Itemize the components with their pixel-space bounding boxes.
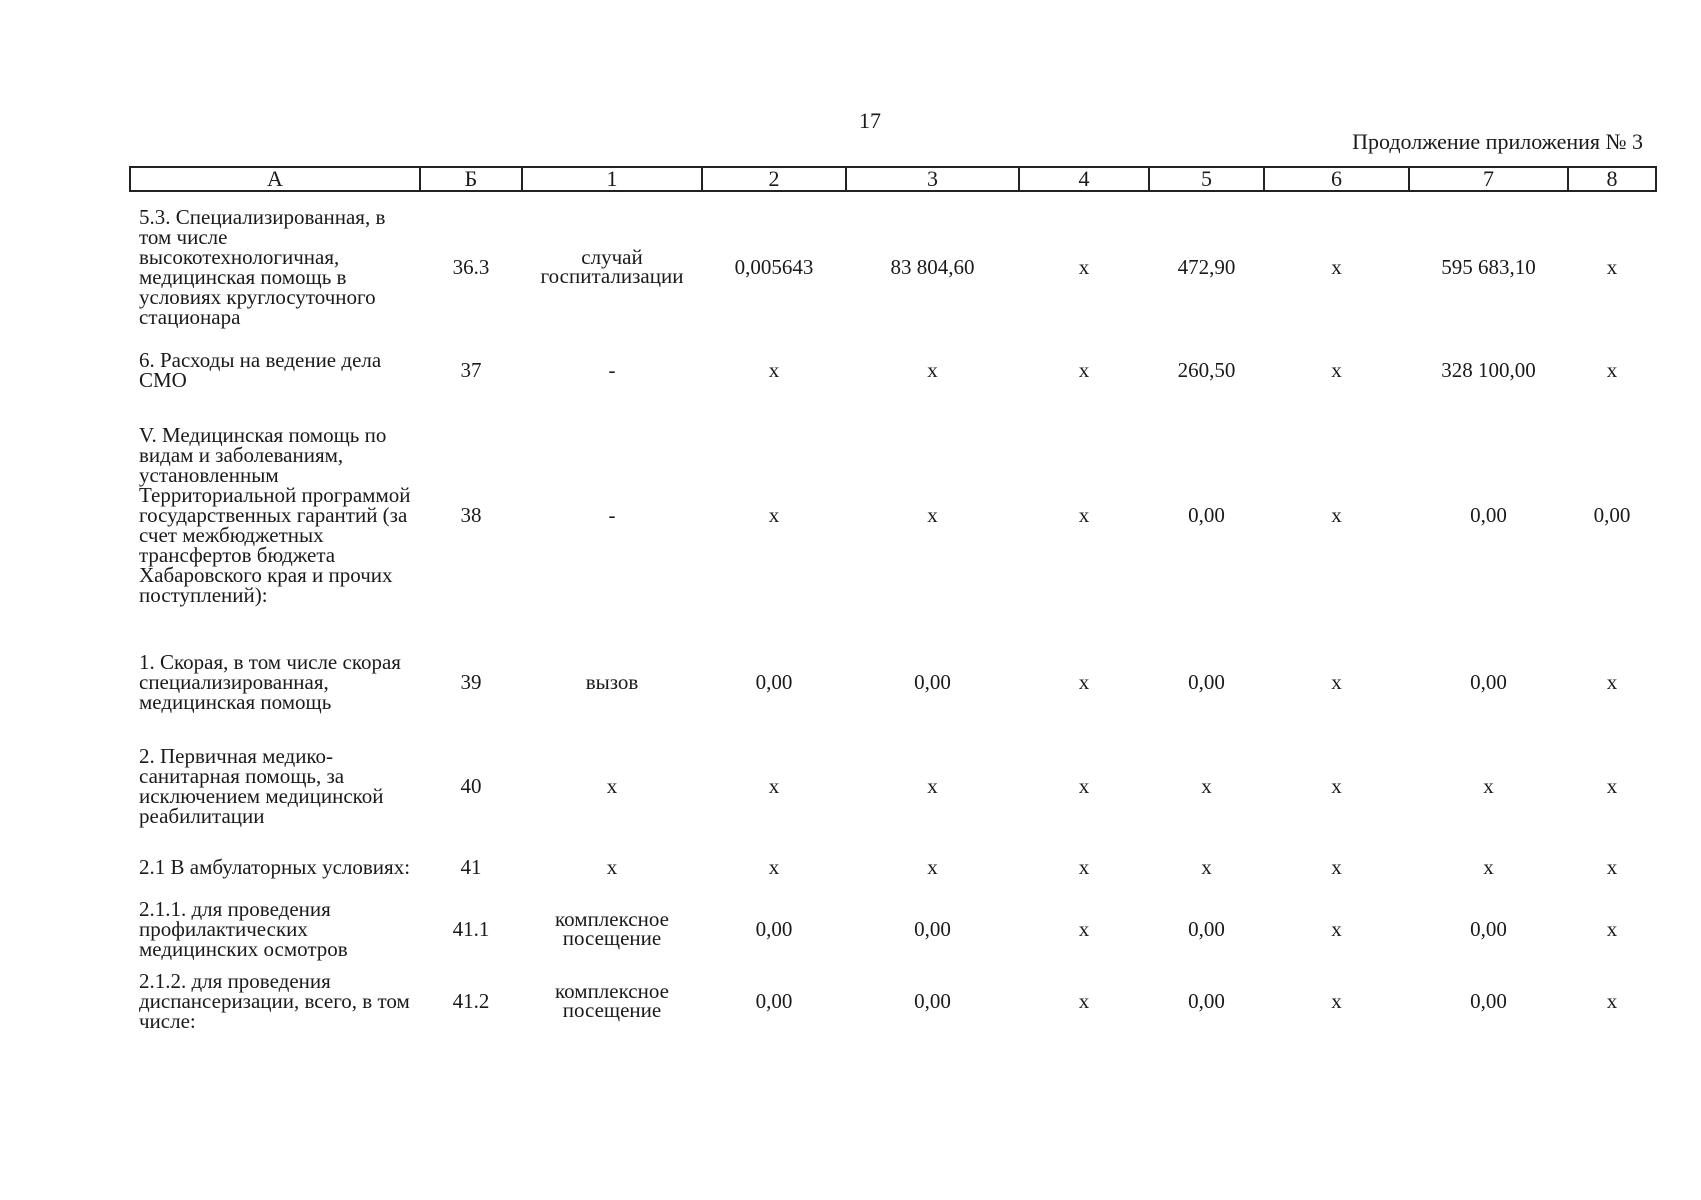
data-table [129,166,1657,1038]
cell-col3: х [927,855,938,879]
row-name: 6. Расходы на ведение дела СМО [139,348,382,392]
cell-col5: 0,00 [1188,989,1225,1013]
cell-col7: х [1483,855,1494,879]
row-unit: х [606,773,618,798]
row-code: 40 [460,774,482,798]
row-name: 2.1.1. для проведения профилактических медицинских осмотров [139,897,348,961]
cell-col2: х [768,855,780,879]
cell-col4: х [1078,670,1090,694]
cell-col6: х [1331,358,1342,382]
cell-col4: х [1078,989,1090,1013]
column-header: 5 [1149,167,1264,191]
row-code: 41.2 [452,989,490,1013]
cell-col8: х [1606,855,1618,879]
column-header: 6 [1264,167,1409,191]
cell-col6: х [1331,503,1342,527]
row-unit: комплексное посещение [555,979,669,1022]
row-code: 41.1 [452,917,490,941]
cell-col6: х [1331,917,1342,941]
cell-col4: х [1078,503,1090,527]
table-row [130,342,1656,398]
cell-col2: 0,00 [755,917,793,941]
cell-col7: 0,00 [1470,670,1507,694]
table-row [130,191,1656,342]
cell-col8: х [1606,989,1618,1013]
cell-col6: х [1331,774,1342,798]
cell-col2: 0,00 [755,670,793,694]
cell-col8: х [1606,774,1618,798]
cell-col3: 0,00 [914,670,951,694]
cell-col5: 0,00 [1188,503,1225,527]
cell-col8: х [1606,358,1618,382]
cell-col7: 0,00 [1470,989,1507,1013]
row-name: 2. Первичная медико-санитарная помощь, за исключением медицинской реабилитации [139,744,384,828]
page-number: 17 [859,108,881,133]
cell-col2: 0,005643 [734,255,814,279]
row-code: 41 [460,855,482,879]
cell-col4: х [1078,358,1090,382]
cell-col6: х [1331,989,1342,1013]
cell-col4: х [1078,855,1090,879]
cell-col5: х [1201,774,1212,798]
cell-col7: 0,00 [1470,503,1507,527]
column-header: А [130,167,420,191]
cell-col3: 0,00 [914,989,951,1013]
column-header: 4 [1019,167,1149,191]
cell-col5: 260,50 [1177,358,1236,382]
cell-col2: х [768,358,780,382]
cell-col5: 472,90 [1177,255,1236,279]
cell-col5: х [1201,855,1212,879]
cell-col2: х [768,774,780,798]
row-code: 39 [460,670,482,694]
cell-col2: х [768,503,780,527]
cell-col7: 328 100,00 [1441,358,1536,382]
row-name: 5.3. Специализированная, в том числе высокотехнологичная, медицинская помощь в условиях круглосуточного стационара [139,205,386,329]
table-row [130,732,1656,840]
row-unit: вызов [585,669,639,694]
column-header: 7 [1409,167,1568,191]
row-name: V. Медицинская помощь по видам и заболеваниям, установленным Территориальной программой государственных гарантий (за счет межбюджетных трансфертов бюджета Хабаровского края и прочих поступлений): [139,423,411,607]
cell-col3: 0,00 [914,917,951,941]
row-name: 2.1 В амбулаторных условиях: [139,855,411,879]
cell-col8: 0,00 [1593,503,1631,527]
table-row [130,964,1656,1038]
appendix-note: Продолжение приложения № 3 [1352,129,1643,154]
row-code: 36.3 [452,255,490,279]
cell-col7: х [1483,774,1494,798]
column-header: Б [420,167,522,191]
row-name: 1. Скорая, в том числе скорая специализированная, медицинская помощь [139,650,401,714]
cell-col3: х [927,503,938,527]
row-name: 2.1.2. для проведения диспансеризации, всего, в том числе: [139,969,410,1033]
row-code: 37 [460,358,482,382]
cell-col6: х [1331,670,1342,694]
row-unit: - [608,502,616,527]
cell-col8: х [1606,255,1618,279]
cell-col8: х [1606,917,1618,941]
cell-col3: х [927,774,938,798]
row-unit: - [608,357,616,382]
column-header-row [130,167,1656,191]
cell-col7: 595 683,10 [1441,255,1536,279]
cell-col5: 0,00 [1188,917,1225,941]
row-unit: комплексное посещение [555,907,669,950]
column-header: 8 [1568,167,1656,191]
cell-col5: 0,00 [1188,670,1225,694]
table-row [130,894,1656,964]
cell-col6: х [1331,255,1342,279]
cell-col3: х [927,358,938,382]
cell-col3: 83 804,60 [890,255,975,279]
row-unit: х [606,854,618,879]
cell-col8: х [1606,670,1618,694]
cell-col4: х [1078,917,1090,941]
table-row [130,840,1656,894]
cell-col6: х [1331,855,1342,879]
row-code: 38 [460,503,482,527]
cell-col4: х [1078,255,1090,279]
row-unit: случай госпитализации [540,245,684,288]
cell-col7: 0,00 [1470,917,1507,941]
column-header: 1 [522,167,702,191]
table-row [130,632,1656,732]
cell-col2: 0,00 [755,989,793,1013]
column-header: 2 [702,167,846,191]
cell-col4: х [1078,774,1090,798]
column-header: 3 [846,167,1019,191]
table-row [130,398,1656,632]
